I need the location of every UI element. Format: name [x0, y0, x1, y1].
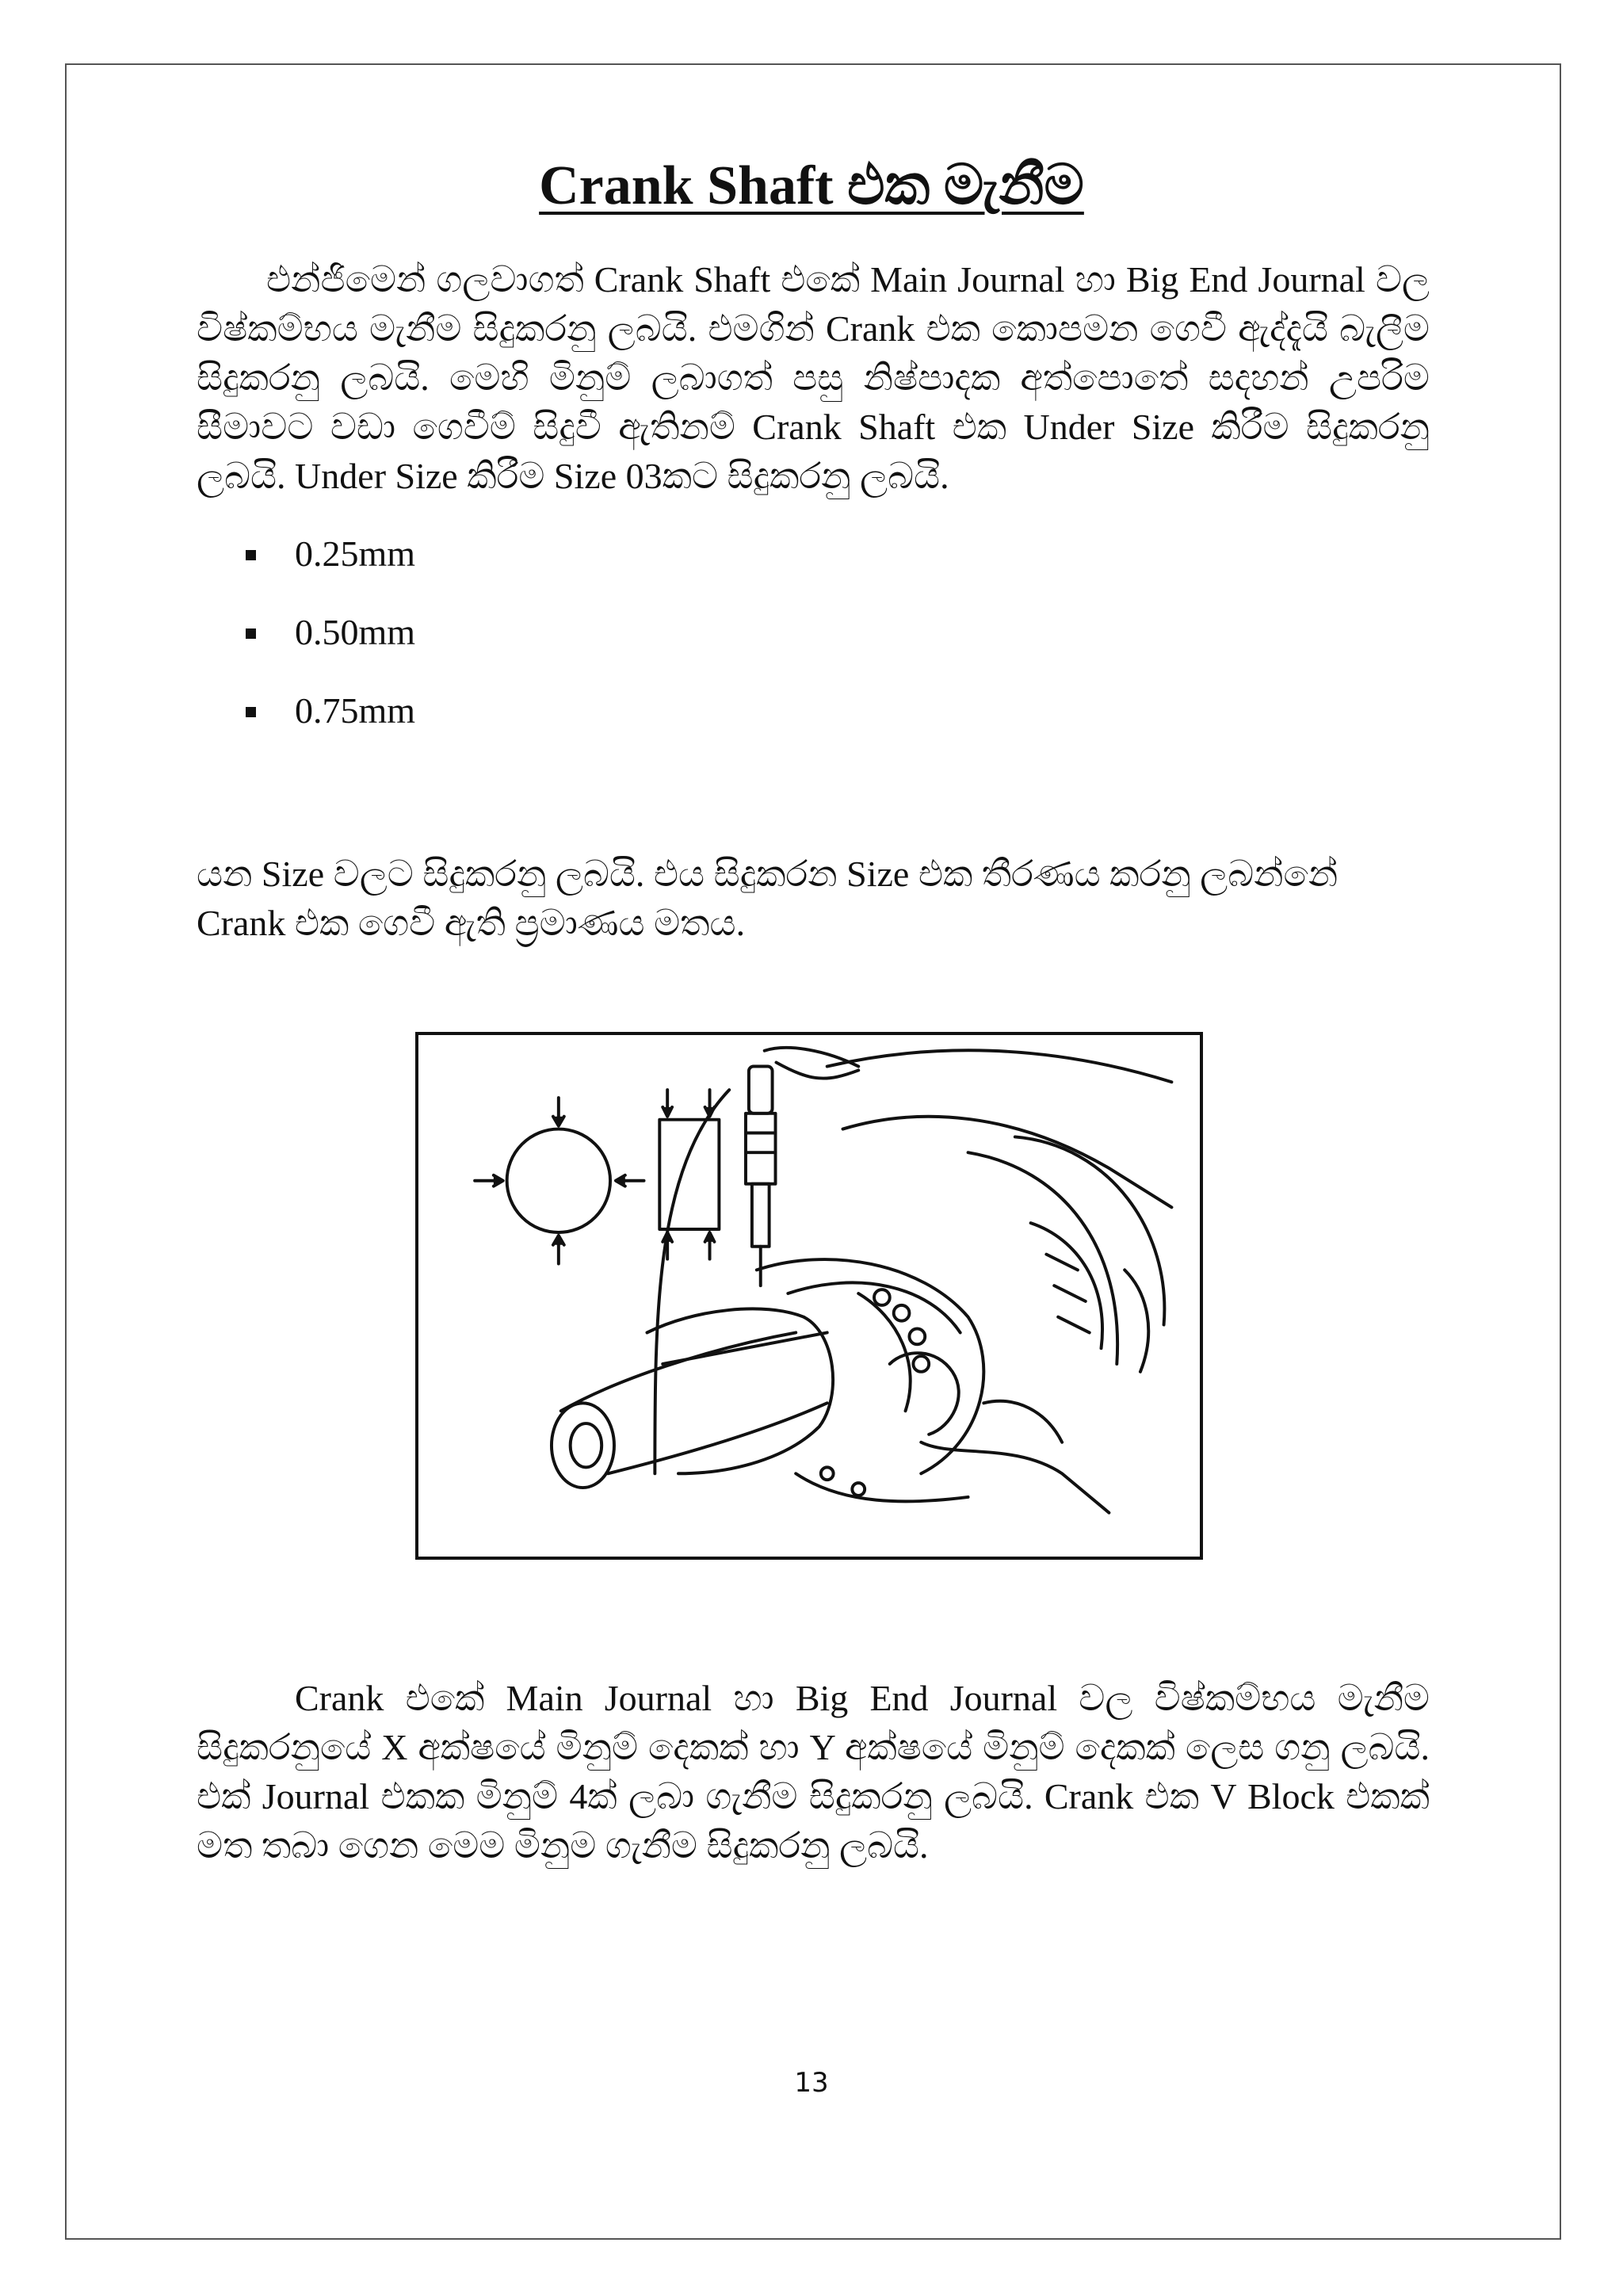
list-item: 0.25mm: [246, 529, 415, 608]
intro-paragraph: එන්ජිමෙන් ගලවාගත් Crank Shaft එකේ Main Journal හා Big End Journal වල විෂ්කම්භය මැනීම සිදුකරනු ලබයි. එමගින් Crank එක කොපමන ගෙවී ඇද්දැයි බැලීම සිදුකරනු ලබයි. මෙහි මිනුම් ලබාගත් පසු නිෂ්පාදක අත්පොතේ සදහන් උපරිම සීමාවට වඩා ගෙවීම් සිදුවී ඇතිනම් Crank Shaft එක Under Size කිරීම සිදුකරනු ලබයි. Under Size කිරීම Size 03කට සිදුකරනු ලබයි.: [197, 259, 1430, 496]
list-item: 0.50mm: [246, 608, 415, 686]
micrometer-measurement-illustration: [415, 1032, 1203, 1560]
page-title: Crank Shaft එක මැනීම: [539, 155, 1084, 216]
crankshaft-drawing: [552, 1050, 1171, 1512]
page-number: 13: [794, 2067, 829, 2099]
size-paragraph: යන Size වලට සිදුකරනු ලබයි. එය සිදුකරන Size එක තීරණය කරනු ලබන්නේ Crank එක ගෙවී ඇති ප්‍රමාණය මතය.: [197, 854, 1338, 943]
journal-cross-section-diagram: [475, 1098, 643, 1263]
undersize-list: [246, 529, 415, 765]
list-item: 0.75mm: [246, 686, 415, 765]
measurement-paragraph: Crank එකේ Main Journal හා Big End Journal වල විෂ්කම්භය මැනීම සිදුකරනුයේ X අක්ෂයේ මිනුම් දෙකක් හා Y අක්ෂයේ මිනුම් දෙකක් ලෙස ගනු ලබයි. එක් Journal එකක මිනුම් 4ක් ලබා ගැනීම සිදුකරනු ලබයි. Crank එක V Block එකක් මත තබා ගෙන මෙම මිනුම ගැනීම සිදුකරනු ලබයි.: [197, 1678, 1430, 1866]
